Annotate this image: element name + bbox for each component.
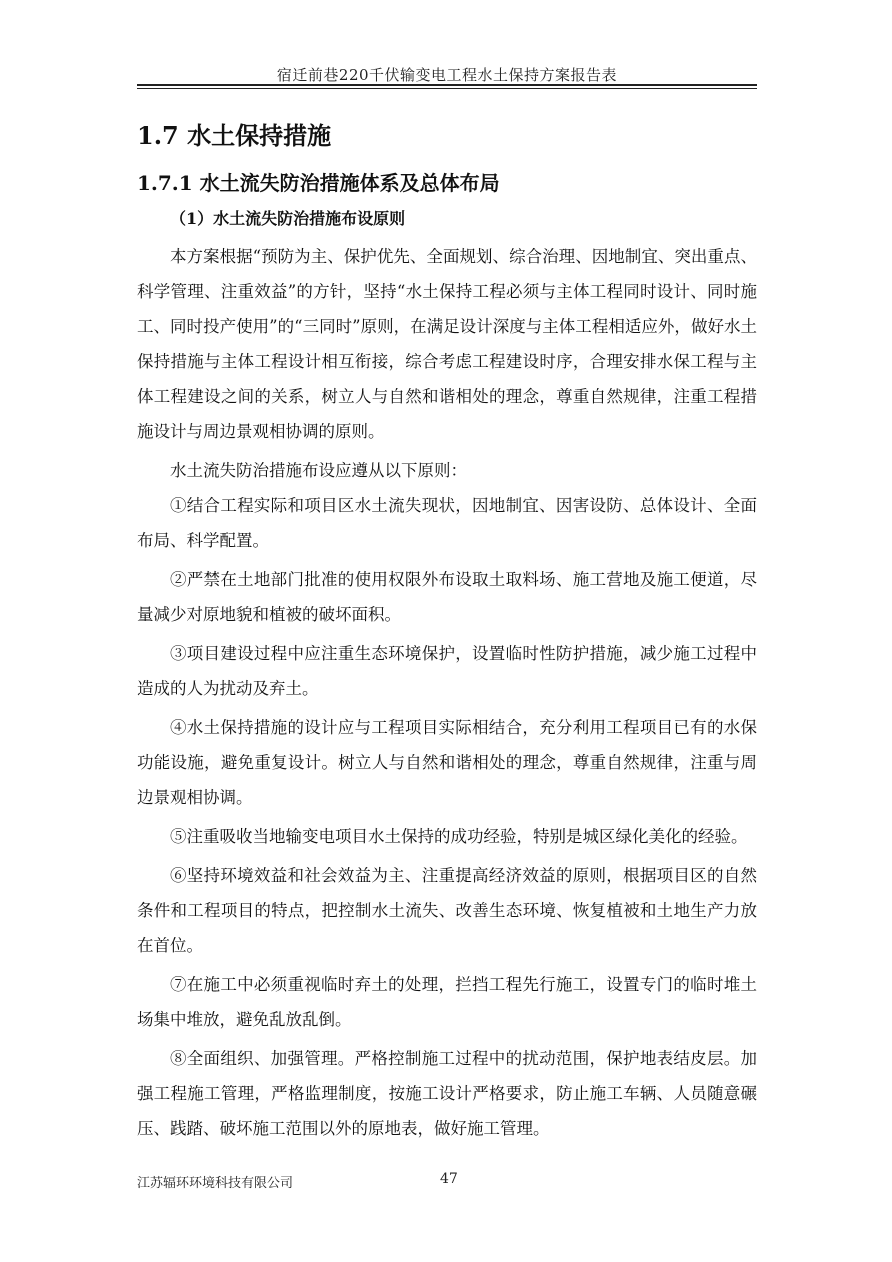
paragraph-principle-3: ③项目建设过程中应注重生态环境保护，设置临时性防护措施，减少施工过程中造成的人为扰动及弃土。 [137,644,757,698]
paragraph-intro: 本方案根据“预防为主、保护优先、全面规划、综合治理、因地制宜、突出重点、科学管理、注重效益”的方针，坚持“水土保持工程必须与主体工程同时设计、同时施工、同时投产使用”的“三同时”原则，在满足设计深度与主体工程相适应外，做好水土保持措施与主体工程设计相互衔接，综合考虑工程建设时序，合理安排水保工程与主体工程建设之间的关系，树立人与自然和谐相处的理念，尊重自然规律，注重工程措施设计与周边景观相协调的原则。 [137,247,757,441]
paragraph-principle-2: ②严禁在土地部门批准的使用权限外布设取土取料场、施工营地及施工便道，尽量减少对原地貌和植被的破坏面积。 [137,570,757,624]
footer-company: 江苏辐环环境科技有限公司 [137,1176,294,1191]
paragraph-principle-4: ④水土保持措施的设计应与工程项目实际相结合，充分利用工程项目已有的水保功能设施，避免重复设计。树立人与自然和谐相处的理念，尊重自然规律，注重与周边景观相协调。 [137,718,757,807]
section-heading-1-7: 1.7 水土保持措施 [137,121,332,150]
page-header-title: 宿迁前巷220千伏输变电工程水土保持方案报告表 [276,66,618,84]
paragraph-principle-5: ⑤注重吸收当地输变电项目水土保持的成功经验，特别是城区绿化美化的经验。 [170,827,748,846]
page-number: 47 [440,1171,458,1187]
subsubsection-heading-principles: （1）水土流失防治措施布设原则 [170,209,406,228]
paragraph-principle-7: ⑦在施工中必须重视临时弃土的处理，拦挡工程先行施工，设置专门的临时堆土场集中堆放，避免乱放乱倒。 [137,975,757,1029]
header-rule-thin [137,88,757,89]
header-rule [137,84,757,86]
paragraph-principle-1: ①结合工程实际和项目区水土流失现状，因地制宜、因害设防、总体设计、全面布局、科学配置。 [137,496,757,550]
paragraph-principle-8: ⑧全面组织、加强管理。严格控制施工过程中的扰动范围，保护地表结皮层。加强工程施工管理，严格监理制度，按施工设计严格要求，防止施工车辆、人员随意碾压、践踏、破坏施工范围以外的原地表，做好施工管理。 [137,1049,757,1138]
paragraph-principles-lead: 水土流失防治措施布设应遵从以下原则： [170,461,467,480]
paragraph-principle-6: ⑥坚持环境效益和社会效益为主、注重提高经济效益的原则，根据项目区的自然条件和工程项目的特点，把控制水土流失、改善生态环境、恢复植被和土地生产力放在首位。 [137,866,757,955]
subsection-heading-1-7-1: 1.7.1 水土流失防治措施体系及总体布局 [137,171,500,195]
body-text [137,239,757,1150]
